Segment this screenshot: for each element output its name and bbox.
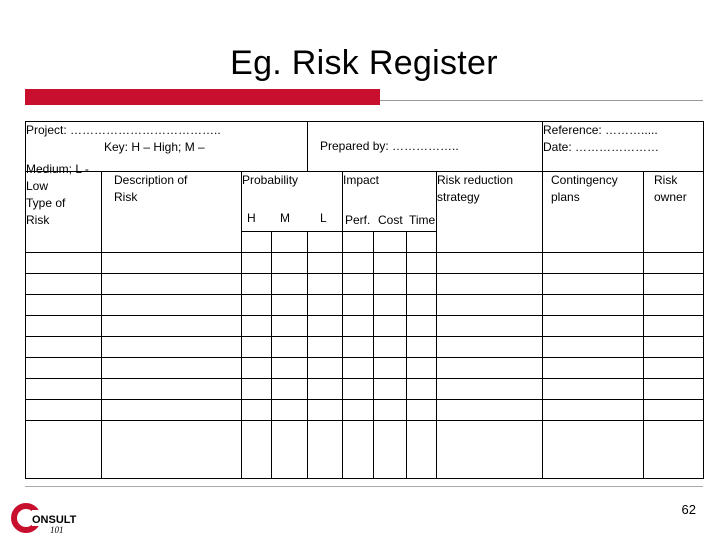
prob-h-header: H	[242, 232, 272, 253]
table-cell[interactable]	[644, 379, 704, 400]
table-cell[interactable]	[102, 316, 242, 337]
table-cell[interactable]	[644, 316, 704, 337]
impact-perf-header: Perf.	[343, 232, 374, 253]
table-row	[26, 274, 704, 295]
table-cell[interactable]	[343, 274, 374, 295]
table-cell[interactable]	[437, 274, 543, 295]
table-cell[interactable]	[102, 421, 242, 479]
table-cell[interactable]	[26, 379, 102, 400]
col-type-of-risk: Medium; L - Low Type of Risk	[26, 172, 102, 253]
table-cell[interactable]	[308, 337, 343, 358]
table-cell[interactable]	[272, 421, 308, 479]
table-cell[interactable]	[242, 400, 272, 421]
table-cell[interactable]	[407, 379, 437, 400]
table-cell[interactable]	[543, 358, 644, 379]
table-cell[interactable]	[644, 400, 704, 421]
table-row	[26, 379, 704, 400]
table-cell[interactable]	[437, 400, 543, 421]
prepared-by-cell	[308, 122, 543, 172]
table-cell[interactable]	[343, 253, 374, 274]
table-cell[interactable]	[102, 295, 242, 316]
table-cell[interactable]	[374, 295, 407, 316]
project-label: Project: ………………………………..	[26, 123, 221, 137]
date-label: Date: …………………	[543, 140, 660, 154]
table-cell[interactable]	[272, 358, 308, 379]
table-cell[interactable]	[437, 295, 543, 316]
table-cell[interactable]	[102, 379, 242, 400]
table-cell[interactable]	[407, 337, 437, 358]
table-cell[interactable]	[102, 358, 242, 379]
table-cell[interactable]	[644, 358, 704, 379]
page-number: 62	[681, 502, 696, 517]
table-cell[interactable]	[242, 295, 272, 316]
table-cell[interactable]	[644, 295, 704, 316]
risk-register-table	[25, 121, 704, 479]
table-cell[interactable]	[242, 253, 272, 274]
table-cell[interactable]	[26, 421, 102, 479]
table-cell[interactable]	[343, 295, 374, 316]
table-cell[interactable]	[644, 421, 704, 479]
table-cell[interactable]	[242, 274, 272, 295]
table-cell[interactable]	[437, 358, 543, 379]
table-cell[interactable]	[644, 274, 704, 295]
blank-rows	[26, 253, 704, 479]
table-cell[interactable]	[272, 379, 308, 400]
key-label-line2: Medium; L - Low	[26, 162, 89, 193]
table-cell[interactable]	[242, 421, 272, 479]
table-cell[interactable]	[543, 316, 644, 337]
table-cell[interactable]	[343, 358, 374, 379]
impact-time-header: Time	[407, 232, 437, 253]
table-row	[26, 316, 704, 337]
table-cell[interactable]	[437, 379, 543, 400]
table-cell[interactable]	[272, 337, 308, 358]
table-cell[interactable]	[26, 337, 102, 358]
table-cell[interactable]	[343, 316, 374, 337]
table-row	[26, 421, 704, 479]
table-row	[26, 400, 704, 421]
table-cell[interactable]	[102, 337, 242, 358]
table-cell[interactable]	[374, 337, 407, 358]
table-cell[interactable]	[308, 421, 343, 479]
table-cell[interactable]	[272, 400, 308, 421]
prepared-by-label: Prepared by: ……………..	[320, 139, 459, 153]
table-cell[interactable]	[407, 295, 437, 316]
table-cell[interactable]	[26, 358, 102, 379]
table-cell[interactable]	[543, 253, 644, 274]
table-cell[interactable]	[644, 253, 704, 274]
table-cell[interactable]	[374, 358, 407, 379]
table-cell[interactable]	[242, 358, 272, 379]
col-description: Description of Risk	[102, 172, 242, 253]
title-rule	[380, 100, 703, 101]
table-cell[interactable]	[102, 274, 242, 295]
table-cell[interactable]	[407, 421, 437, 479]
table-row	[26, 295, 704, 316]
table-cell[interactable]	[437, 421, 543, 479]
table-cell[interactable]	[308, 400, 343, 421]
table-row	[26, 358, 704, 379]
consult-101-logo	[10, 500, 80, 540]
table-cell[interactable]	[308, 316, 343, 337]
header-info-row	[26, 122, 704, 172]
table-cell[interactable]	[543, 295, 644, 316]
table-cell[interactable]	[374, 421, 407, 479]
table-cell[interactable]	[437, 316, 543, 337]
table-cell[interactable]	[272, 316, 308, 337]
table-cell[interactable]	[437, 253, 543, 274]
table-cell[interactable]	[272, 274, 308, 295]
table-cell[interactable]	[242, 316, 272, 337]
prob-l-header: L	[308, 232, 343, 253]
table-cell[interactable]	[26, 400, 102, 421]
table-cell[interactable]	[343, 337, 374, 358]
table-cell[interactable]	[343, 421, 374, 479]
table-cell[interactable]	[543, 400, 644, 421]
table-cell[interactable]	[543, 337, 644, 358]
impact-cost-header: Cost	[374, 232, 407, 253]
table-cell[interactable]	[308, 379, 343, 400]
page-title: Eg. Risk Register	[230, 44, 498, 82]
table-cell[interactable]	[543, 421, 644, 479]
table-cell[interactable]	[272, 253, 308, 274]
table-cell[interactable]	[407, 274, 437, 295]
title-accent-bar	[25, 89, 380, 105]
table-cell[interactable]	[407, 253, 437, 274]
col-risk-reduction: Risk reduction strategy	[437, 172, 543, 253]
table-cell[interactable]	[102, 253, 242, 274]
table-row	[26, 337, 704, 358]
table-cell[interactable]	[308, 295, 343, 316]
table-cell[interactable]	[407, 358, 437, 379]
col-contingency: Contingency plans	[543, 172, 644, 253]
table-cell[interactable]	[343, 379, 374, 400]
table-cell[interactable]	[374, 400, 407, 421]
table-cell[interactable]	[102, 400, 242, 421]
table-cell[interactable]	[374, 379, 407, 400]
logo-101-text: 101	[50, 525, 64, 535]
table-cell[interactable]	[407, 316, 437, 337]
table-cell[interactable]	[543, 274, 644, 295]
table-cell[interactable]	[407, 400, 437, 421]
col-impact: Impact	[343, 172, 437, 232]
table-cell[interactable]	[374, 316, 407, 337]
reference-cell	[543, 122, 704, 172]
table-cell[interactable]	[308, 274, 343, 295]
table-cell[interactable]	[272, 295, 308, 316]
table-row	[26, 253, 704, 274]
table-cell[interactable]	[308, 253, 343, 274]
table-cell[interactable]	[437, 337, 543, 358]
table-cell[interactable]	[242, 379, 272, 400]
table-cell[interactable]	[543, 379, 644, 400]
table-cell[interactable]	[26, 316, 102, 337]
logo-consult-text: ONSULT	[32, 514, 77, 526]
table-cell[interactable]	[343, 400, 374, 421]
table-cell[interactable]	[644, 337, 704, 358]
reference-label: Reference: ……….....	[543, 123, 658, 137]
table-cell[interactable]	[26, 274, 102, 295]
footer-rule	[25, 486, 703, 487]
table-cell[interactable]	[374, 274, 407, 295]
table-cell[interactable]	[374, 253, 407, 274]
col-risk-owner: Risk owner	[644, 172, 704, 253]
table-cell[interactable]	[242, 337, 272, 358]
table-cell[interactable]	[26, 253, 102, 274]
key-label-line1: Key: H – High; M –	[104, 140, 205, 154]
table-cell[interactable]	[26, 295, 102, 316]
prob-m-header: M	[272, 232, 308, 253]
col-probability: Probability	[242, 172, 343, 232]
table-cell[interactable]	[308, 358, 343, 379]
